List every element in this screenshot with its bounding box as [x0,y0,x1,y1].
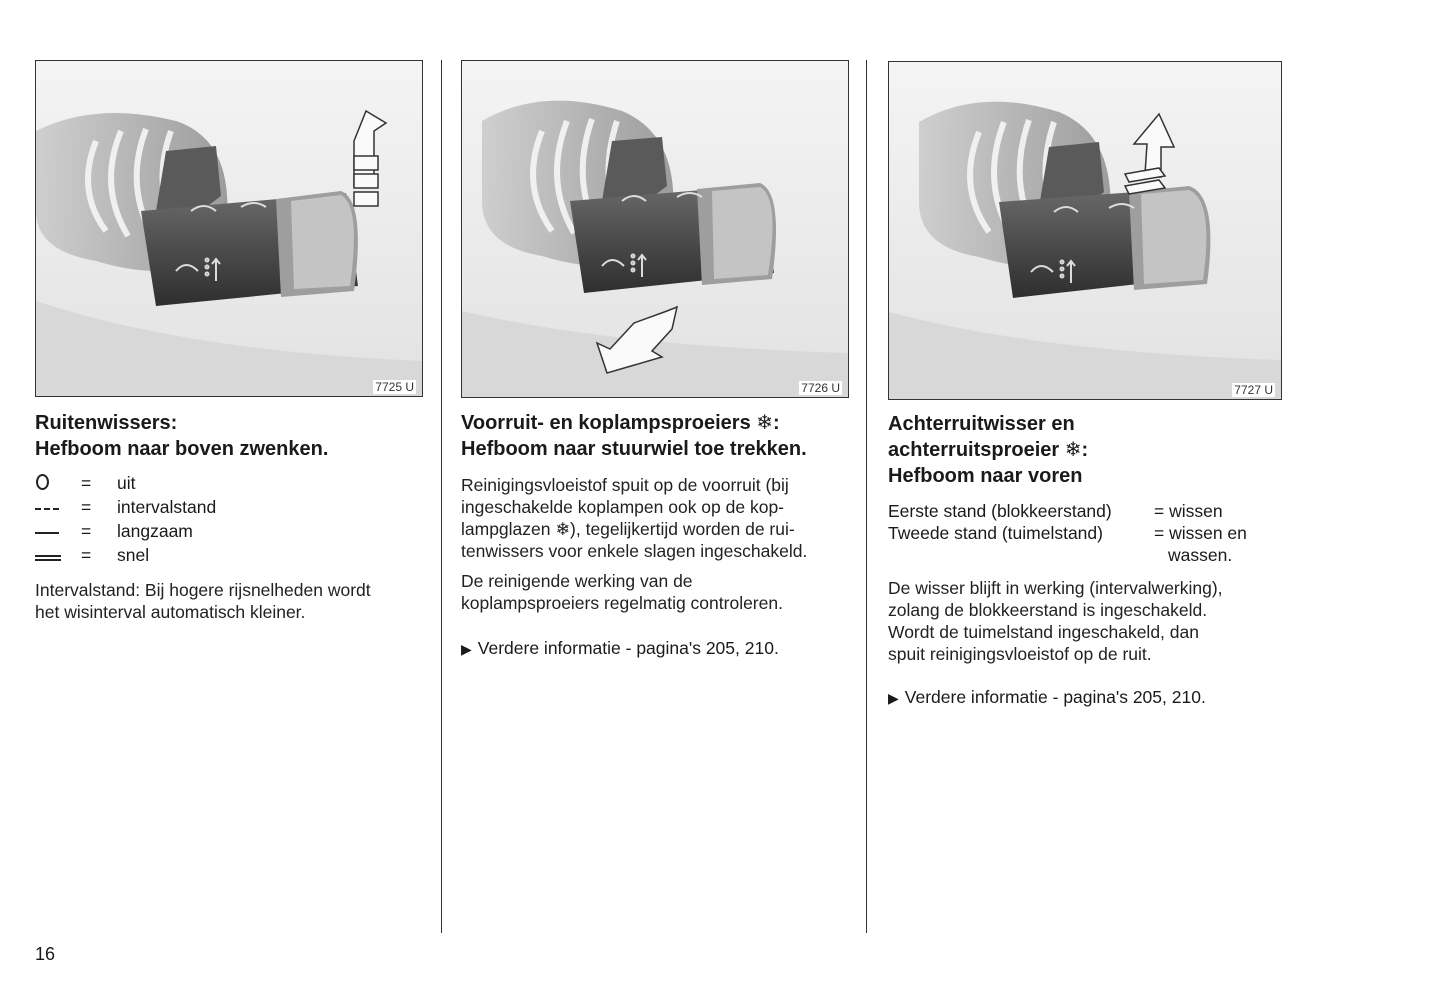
washer-lever-illustration [462,61,848,397]
figure-lever-forward [888,61,1282,400]
section-heading: Achterruitwisser en achterruitsproeier ❄: Hefboom naar voren [888,413,1089,487]
double-line-icon [35,555,61,557]
lever-stand-table [888,500,1284,566]
more-info-reference: ▶ Verdere informatie - pagina's 205, 210. [461,638,779,658]
column-divider-1 [441,60,442,933]
stand-row-second-cont: wassen. [1168,545,1233,565]
interval-note: Intervalstand: Bij hogere rijsnelheden wordt het wisinterval automatisch kleiner. [35,580,371,622]
maintenance-note: De reinigende werking van de koplampsproeiers regelmatig controleren. [461,571,783,613]
legend-row-interval: = intervalstand [35,495,216,519]
figure-wiper-lever-up [35,60,423,397]
figure-code: 7727 U [1234,383,1273,397]
circle-icon [36,474,49,490]
legend-row-off: = uit [35,471,216,495]
stand-row-second: Tweede stand (tuimelstand) = wissen en [888,523,1247,543]
rear-wiper-lever-illustration [889,62,1281,399]
figure-code: 7725 U [375,380,414,394]
figure-lever-pull [461,60,849,398]
stand-row-first: Eerste stand (blokkeerstand) = wissen [888,501,1223,521]
section-heading: Ruitenwissers: Hefboom naar boven zwenken. [35,412,329,460]
wiper-position-legend [35,471,216,567]
legend-row-slow: = langzaam [35,519,216,543]
wiper-lever-illustration [36,61,422,396]
column-divider-2 [866,60,867,933]
figure-code: 7726 U [801,381,840,395]
legend-row-fast: = snel [35,543,216,567]
rear-wiper-description: De wisser blijft in werking (intervalwerking), zolang de blokkeerstand is ingeschakeld. Wordt de tuimelstand ingeschakeld, dan spuit reinigingsvloeistof op de ruit. [888,578,1223,664]
section-heading: Voorruit- en koplampsproeiers ❄: Hefboom naar stuurwiel toe trekken. [461,412,807,460]
more-info-reference: ▶ Verdere informatie - pagina's 205, 210. [888,687,1206,707]
single-line-icon [35,532,59,534]
dashed-line-icon [35,508,59,510]
washer-description: Reinigingsvloeistof spuit op de voorruit (bij ingeschakelde koplampen ook op de kop- lampglazen ❄), tegelijkertijd worden de rui- tenwissers voor enkele slagen ingeschakeld. [461,475,808,561]
page-number: 16 [35,944,56,964]
pointer-triangle-icon: ▶ [461,641,472,657]
pointer-triangle-icon: ▶ [888,690,899,706]
